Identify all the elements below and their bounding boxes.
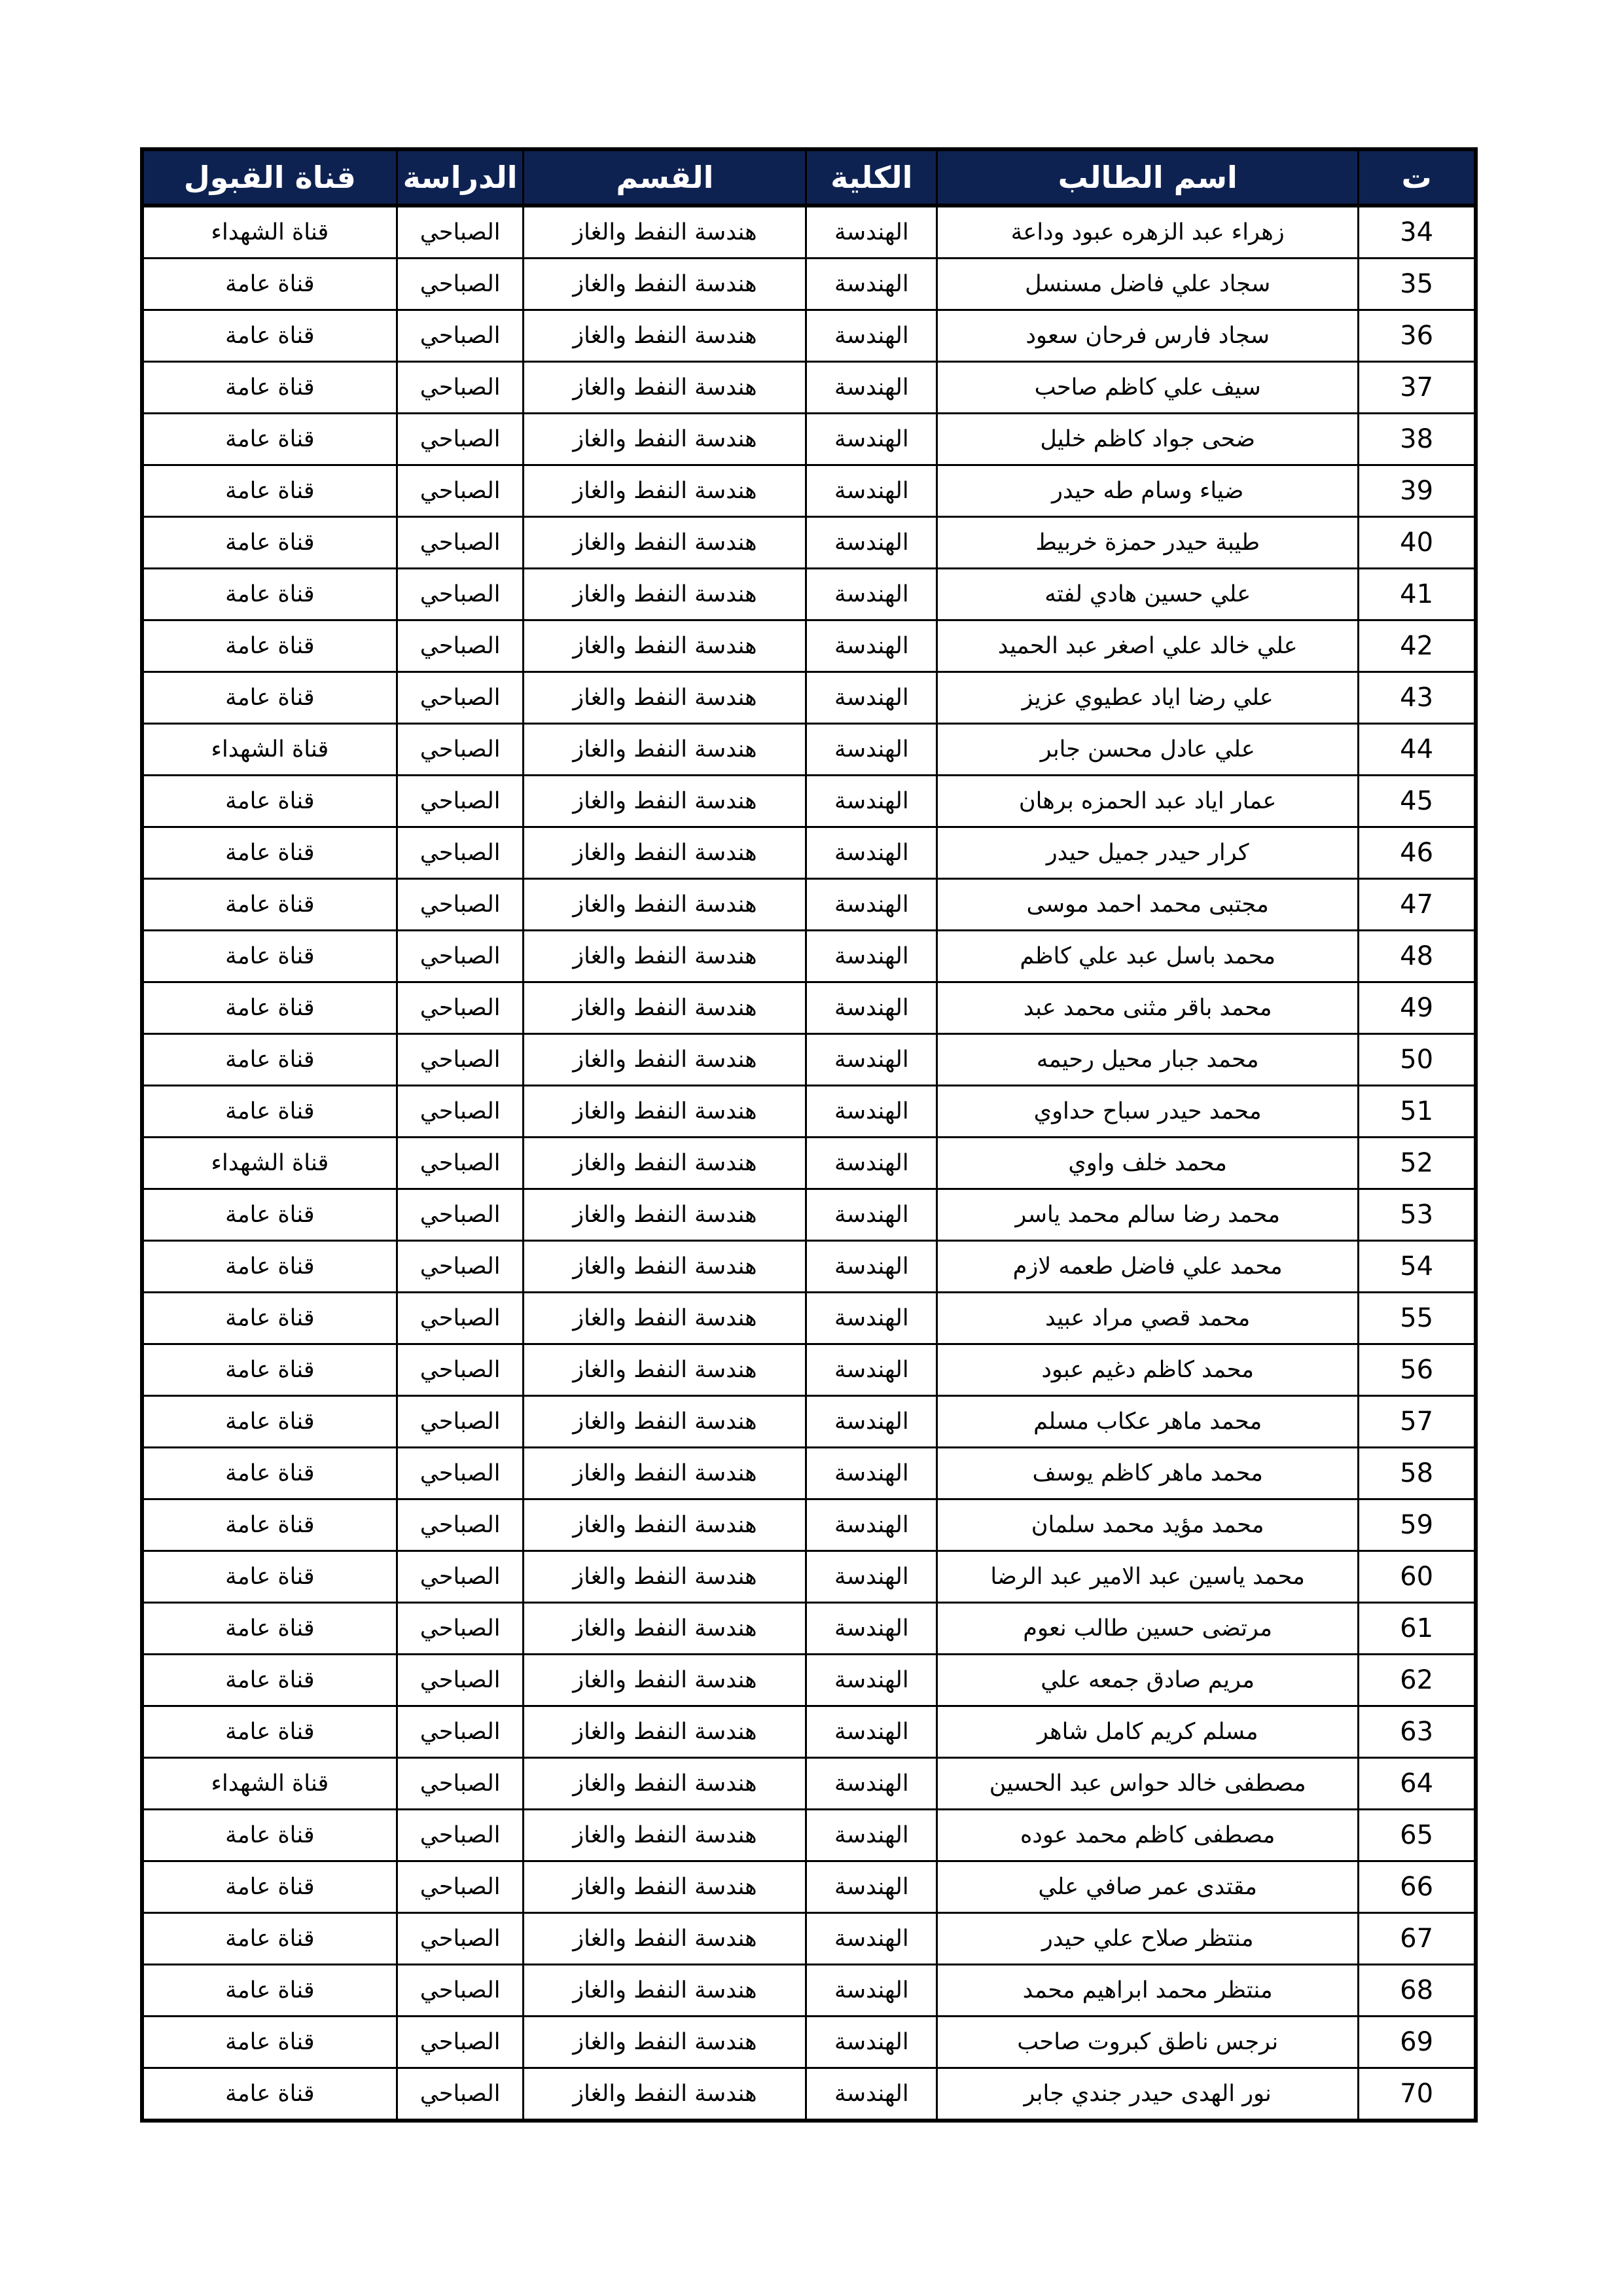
header-no: ت xyxy=(1359,149,1476,206)
table-row xyxy=(142,1138,1476,1189)
cell-channel: قناة عامة xyxy=(142,1706,397,1758)
cell-channel: قناة عامة xyxy=(142,362,397,414)
table-row xyxy=(142,2017,1476,2068)
cell-no: 50 xyxy=(1359,1034,1476,1086)
cell-channel: قناة الشهداء xyxy=(142,1138,397,1189)
cell-department: هندسة النفط والغاز xyxy=(524,2068,806,2121)
cell-name: مصطفى كاظم محمد عوده xyxy=(937,1810,1359,1861)
cell-department: هندسة النفط والغاز xyxy=(524,931,806,982)
cell-channel: قناة عامة xyxy=(142,1086,397,1138)
table-row xyxy=(142,827,1476,879)
cell-college: الهندسة xyxy=(806,1655,937,1706)
cell-college: الهندسة xyxy=(806,1913,937,1965)
cell-channel: قناة عامة xyxy=(142,414,397,465)
cell-channel: قناة عامة xyxy=(142,1499,397,1551)
cell-no: 70 xyxy=(1359,2068,1476,2121)
table-row xyxy=(142,1293,1476,1344)
table-row xyxy=(142,1965,1476,2017)
cell-study: الصباحي xyxy=(397,1241,524,1293)
cell-channel: قناة عامة xyxy=(142,879,397,931)
cell-college: الهندسة xyxy=(806,1810,937,1861)
cell-study: الصباحي xyxy=(397,1861,524,1913)
cell-no: 62 xyxy=(1359,1655,1476,1706)
cell-study: الصباحي xyxy=(397,1603,524,1655)
table-row xyxy=(142,1810,1476,1861)
cell-college: الهندسة xyxy=(806,1189,937,1241)
cell-name: مجتبى محمد احمد موسى xyxy=(937,879,1359,931)
cell-college: الهندسة xyxy=(806,259,937,310)
cell-department: هندسة النفط والغاز xyxy=(524,465,806,517)
table-row xyxy=(142,1499,1476,1551)
cell-study: الصباحي xyxy=(397,1965,524,2017)
cell-study: الصباحي xyxy=(397,2068,524,2121)
cell-no: 56 xyxy=(1359,1344,1476,1396)
cell-study: الصباحي xyxy=(397,1344,524,1396)
cell-channel: قناة عامة xyxy=(142,1655,397,1706)
header-college: الكلية xyxy=(806,149,937,206)
cell-channel: قناة عامة xyxy=(142,931,397,982)
cell-no: 52 xyxy=(1359,1138,1476,1189)
table-row xyxy=(142,1344,1476,1396)
cell-department: هندسة النفط والغاز xyxy=(524,672,806,724)
cell-study: الصباحي xyxy=(397,1655,524,1706)
cell-channel: قناة عامة xyxy=(142,1810,397,1861)
cell-study: الصباحي xyxy=(397,362,524,414)
cell-department: هندسة النفط والغاز xyxy=(524,1810,806,1861)
cell-channel: قناة الشهداء xyxy=(142,206,397,259)
cell-no: 55 xyxy=(1359,1293,1476,1344)
cell-name: زهراء عبد الزهره عبود وداعة xyxy=(937,206,1359,259)
cell-department: هندسة النفط والغاز xyxy=(524,1913,806,1965)
cell-channel: قناة عامة xyxy=(142,1965,397,2017)
cell-name: طيبة حيدر حمزة خربيط xyxy=(937,517,1359,569)
cell-channel: قناة عامة xyxy=(142,1241,397,1293)
cell-no: 40 xyxy=(1359,517,1476,569)
cell-channel: قناة عامة xyxy=(142,1448,397,1499)
cell-name: منتظر محمد ابراهيم محمد xyxy=(937,1965,1359,2017)
cell-no: 44 xyxy=(1359,724,1476,776)
header-department: القسم xyxy=(524,149,806,206)
cell-channel: قناة عامة xyxy=(142,1189,397,1241)
cell-name: محمد ماهر عكاب مسلم xyxy=(937,1396,1359,1448)
table-header xyxy=(142,149,1476,206)
table-row xyxy=(142,517,1476,569)
cell-name: محمد علي فاضل طعمه لازم xyxy=(937,1241,1359,1293)
cell-college: الهندسة xyxy=(806,982,937,1034)
cell-channel: قناة عامة xyxy=(142,1034,397,1086)
cell-name: محمد ياسين عبد الامير عبد الرضا xyxy=(937,1551,1359,1603)
cell-no: 64 xyxy=(1359,1758,1476,1810)
table-row xyxy=(142,776,1476,827)
cell-study: الصباحي xyxy=(397,1138,524,1189)
cell-department: هندسة النفط والغاز xyxy=(524,1034,806,1086)
cell-channel: قناة عامة xyxy=(142,1344,397,1396)
cell-college: الهندسة xyxy=(806,465,937,517)
cell-college: الهندسة xyxy=(806,1448,937,1499)
cell-study: الصباحي xyxy=(397,2017,524,2068)
table-row xyxy=(142,206,1476,259)
cell-department: هندسة النفط والغاز xyxy=(524,517,806,569)
cell-study: الصباحي xyxy=(397,827,524,879)
cell-college: الهندسة xyxy=(806,2068,937,2121)
table-row xyxy=(142,1396,1476,1448)
cell-college: الهندسة xyxy=(806,1861,937,1913)
cell-no: 59 xyxy=(1359,1499,1476,1551)
table-row xyxy=(142,1086,1476,1138)
cell-study: الصباحي xyxy=(397,1810,524,1861)
cell-study: الصباحي xyxy=(397,206,524,259)
cell-study: الصباحي xyxy=(397,1758,524,1810)
cell-channel: قناة عامة xyxy=(142,1551,397,1603)
cell-department: هندسة النفط والغاز xyxy=(524,879,806,931)
cell-department: هندسة النفط والغاز xyxy=(524,982,806,1034)
cell-no: 61 xyxy=(1359,1603,1476,1655)
cell-no: 38 xyxy=(1359,414,1476,465)
cell-study: الصباحي xyxy=(397,259,524,310)
cell-college: الهندسة xyxy=(806,1344,937,1396)
cell-study: الصباحي xyxy=(397,1551,524,1603)
cell-college: الهندسة xyxy=(806,1965,937,2017)
cell-department: هندسة النفط والغاز xyxy=(524,776,806,827)
cell-college: الهندسة xyxy=(806,672,937,724)
cell-no: 58 xyxy=(1359,1448,1476,1499)
cell-no: 65 xyxy=(1359,1810,1476,1861)
header-admission-channel: قناة القبول xyxy=(142,149,397,206)
cell-no: 69 xyxy=(1359,2017,1476,2068)
cell-no: 34 xyxy=(1359,206,1476,259)
cell-department: هندسة النفط والغاز xyxy=(524,1551,806,1603)
cell-study: الصباحي xyxy=(397,1086,524,1138)
cell-channel: قناة عامة xyxy=(142,776,397,827)
cell-study: الصباحي xyxy=(397,1396,524,1448)
cell-college: الهندسة xyxy=(806,776,937,827)
cell-department: هندسة النفط والغاز xyxy=(524,1861,806,1913)
cell-study: الصباحي xyxy=(397,776,524,827)
cell-college: الهندسة xyxy=(806,879,937,931)
cell-college: الهندسة xyxy=(806,620,937,672)
cell-name: مسلم كريم كامل شاهر xyxy=(937,1706,1359,1758)
cell-study: الصباحي xyxy=(397,931,524,982)
cell-channel: قناة عامة xyxy=(142,1293,397,1344)
cell-college: الهندسة xyxy=(806,517,937,569)
cell-department: هندسة النفط والغاز xyxy=(524,1241,806,1293)
cell-channel: قناة عامة xyxy=(142,827,397,879)
cell-college: الهندسة xyxy=(806,1551,937,1603)
cell-department: هندسة النفط والغاز xyxy=(524,1758,806,1810)
cell-name: محمد ماهر كاظم يوسف xyxy=(937,1448,1359,1499)
cell-name: محمد باسل عبد علي كاظم xyxy=(937,931,1359,982)
cell-no: 67 xyxy=(1359,1913,1476,1965)
cell-study: الصباحي xyxy=(397,414,524,465)
cell-no: 41 xyxy=(1359,569,1476,620)
cell-department: هندسة النفط والغاز xyxy=(524,310,806,362)
cell-department: هندسة النفط والغاز xyxy=(524,1344,806,1396)
cell-department: هندسة النفط والغاز xyxy=(524,724,806,776)
cell-college: الهندسة xyxy=(806,1396,937,1448)
table-row xyxy=(142,931,1476,982)
table-row xyxy=(142,1861,1476,1913)
cell-study: الصباحي xyxy=(397,879,524,931)
cell-department: هندسة النفط والغاز xyxy=(524,569,806,620)
cell-channel: قناة عامة xyxy=(142,1913,397,1965)
cell-college: الهندسة xyxy=(806,1241,937,1293)
cell-name: علي عادل محسن جابر xyxy=(937,724,1359,776)
cell-channel: قناة عامة xyxy=(142,1603,397,1655)
cell-channel: قناة عامة xyxy=(142,465,397,517)
cell-no: 53 xyxy=(1359,1189,1476,1241)
cell-college: الهندسة xyxy=(806,724,937,776)
table-row xyxy=(142,465,1476,517)
cell-college: الهندسة xyxy=(806,414,937,465)
table-row xyxy=(142,982,1476,1034)
cell-study: الصباحي xyxy=(397,1913,524,1965)
cell-no: 68 xyxy=(1359,1965,1476,2017)
cell-college: الهندسة xyxy=(806,1086,937,1138)
table-row xyxy=(142,1655,1476,1706)
cell-study: الصباحي xyxy=(397,569,524,620)
cell-department: هندسة النفط والغاز xyxy=(524,1189,806,1241)
cell-department: هندسة النفط والغاز xyxy=(524,414,806,465)
cell-no: 46 xyxy=(1359,827,1476,879)
cell-name: محمد مؤيد محمد سلمان xyxy=(937,1499,1359,1551)
cell-name: نور الهدى حيدر جندي جابر xyxy=(937,2068,1359,2121)
cell-college: الهندسة xyxy=(806,1706,937,1758)
cell-department: هندسة النفط والغاز xyxy=(524,1396,806,1448)
cell-department: هندسة النفط والغاز xyxy=(524,206,806,259)
cell-name: ضياء وسام طه حيدر xyxy=(937,465,1359,517)
cell-department: هندسة النفط والغاز xyxy=(524,1655,806,1706)
cell-channel: قناة الشهداء xyxy=(142,1758,397,1810)
cell-department: هندسة النفط والغاز xyxy=(524,1603,806,1655)
table-row xyxy=(142,1551,1476,1603)
students-table xyxy=(140,147,1478,2123)
cell-name: محمد جبار محيل رحيمه xyxy=(937,1034,1359,1086)
cell-name: مقتدى عمر صافي علي xyxy=(937,1861,1359,1913)
cell-name: علي رضا اياد عطيوي عزيز xyxy=(937,672,1359,724)
cell-department: هندسة النفط والغاز xyxy=(524,2017,806,2068)
cell-channel: قناة عامة xyxy=(142,1396,397,1448)
table-row xyxy=(142,1034,1476,1086)
cell-study: الصباحي xyxy=(397,982,524,1034)
table-row xyxy=(142,1706,1476,1758)
cell-no: 48 xyxy=(1359,931,1476,982)
table-row xyxy=(142,620,1476,672)
cell-name: علي حسين هادي لفته xyxy=(937,569,1359,620)
cell-study: الصباحي xyxy=(397,465,524,517)
cell-name: كرار حيدر جميل حيدر xyxy=(937,827,1359,879)
cell-name: محمد كاظم دغيم عبود xyxy=(937,1344,1359,1396)
cell-college: الهندسة xyxy=(806,569,937,620)
table-row xyxy=(142,724,1476,776)
cell-channel: قناة عامة xyxy=(142,1861,397,1913)
table-row xyxy=(142,569,1476,620)
cell-name: عمار اياد عبد الحمزه برهان xyxy=(937,776,1359,827)
cell-channel: قناة عامة xyxy=(142,517,397,569)
table-row xyxy=(142,1189,1476,1241)
cell-study: الصباحي xyxy=(397,620,524,672)
table-row xyxy=(142,2068,1476,2121)
cell-study: الصباحي xyxy=(397,672,524,724)
cell-no: 57 xyxy=(1359,1396,1476,1448)
cell-name: نرجس ناطق كبروت صاحب xyxy=(937,2017,1359,2068)
cell-college: الهندسة xyxy=(806,1499,937,1551)
cell-no: 60 xyxy=(1359,1551,1476,1603)
cell-department: هندسة النفط والغاز xyxy=(524,1706,806,1758)
cell-study: الصباحي xyxy=(397,1706,524,1758)
cell-department: هندسة النفط والغاز xyxy=(524,259,806,310)
cell-study: الصباحي xyxy=(397,1189,524,1241)
cell-no: 42 xyxy=(1359,620,1476,672)
cell-channel: قناة الشهداء xyxy=(142,724,397,776)
table-row xyxy=(142,1241,1476,1293)
cell-no: 54 xyxy=(1359,1241,1476,1293)
cell-no: 39 xyxy=(1359,465,1476,517)
cell-name: سجاد فارس فرحان سعود xyxy=(937,310,1359,362)
cell-channel: قناة عامة xyxy=(142,2068,397,2121)
table-row xyxy=(142,1603,1476,1655)
cell-name: علي خالد علي اصغر عبد الحميد xyxy=(937,620,1359,672)
cell-name: منتظر صلاح علي حيدر xyxy=(937,1913,1359,1965)
cell-department: هندسة النفط والغاز xyxy=(524,1086,806,1138)
header-row xyxy=(142,149,1476,206)
table-row xyxy=(142,672,1476,724)
table-row xyxy=(142,362,1476,414)
header-study: الدراسة xyxy=(397,149,524,206)
cell-channel: قناة عامة xyxy=(142,259,397,310)
cell-college: الهندسة xyxy=(806,2017,937,2068)
cell-department: هندسة النفط والغاز xyxy=(524,827,806,879)
table-row xyxy=(142,879,1476,931)
cell-college: الهندسة xyxy=(806,310,937,362)
cell-channel: قناة عامة xyxy=(142,672,397,724)
cell-study: الصباحي xyxy=(397,310,524,362)
table-row xyxy=(142,1448,1476,1499)
table-row xyxy=(142,414,1476,465)
cell-no: 63 xyxy=(1359,1706,1476,1758)
cell-department: هندسة النفط والغاز xyxy=(524,362,806,414)
cell-study: الصباحي xyxy=(397,1448,524,1499)
cell-name: محمد حيدر سباح حداوي xyxy=(937,1086,1359,1138)
cell-department: هندسة النفط والغاز xyxy=(524,1965,806,2017)
cell-study: الصباحي xyxy=(397,517,524,569)
cell-college: الهندسة xyxy=(806,362,937,414)
cell-no: 45 xyxy=(1359,776,1476,827)
cell-study: الصباحي xyxy=(397,724,524,776)
cell-channel: قناة عامة xyxy=(142,620,397,672)
cell-department: هندسة النفط والغاز xyxy=(524,620,806,672)
cell-no: 35 xyxy=(1359,259,1476,310)
cell-study: الصباحي xyxy=(397,1293,524,1344)
cell-name: محمد باقر مثنى محمد عبد xyxy=(937,982,1359,1034)
cell-channel: قناة عامة xyxy=(142,982,397,1034)
cell-name: مصطفى خالد حواس عبد الحسين xyxy=(937,1758,1359,1810)
cell-name: محمد رضا سالم محمد ياسر xyxy=(937,1189,1359,1241)
cell-college: الهندسة xyxy=(806,931,937,982)
cell-department: هندسة النفط والغاز xyxy=(524,1448,806,1499)
cell-department: هندسة النفط والغاز xyxy=(524,1138,806,1189)
cell-study: الصباحي xyxy=(397,1499,524,1551)
table-row xyxy=(142,259,1476,310)
cell-department: هندسة النفط والغاز xyxy=(524,1499,806,1551)
cell-no: 66 xyxy=(1359,1861,1476,1913)
table-sheet xyxy=(140,147,1478,2123)
cell-college: الهندسة xyxy=(806,206,937,259)
cell-no: 51 xyxy=(1359,1086,1476,1138)
cell-no: 36 xyxy=(1359,310,1476,362)
cell-name: مريم صادق جمعه علي xyxy=(937,1655,1359,1706)
table-row xyxy=(142,1913,1476,1965)
cell-no: 43 xyxy=(1359,672,1476,724)
cell-college: الهندسة xyxy=(806,1603,937,1655)
cell-name: مرتضى حسين طالب نعوم xyxy=(937,1603,1359,1655)
cell-no: 47 xyxy=(1359,879,1476,931)
cell-college: الهندسة xyxy=(806,1138,937,1189)
cell-name: محمد قصي مراد عبيد xyxy=(937,1293,1359,1344)
cell-college: الهندسة xyxy=(806,1293,937,1344)
cell-study: الصباحي xyxy=(397,1034,524,1086)
cell-name: سيف علي كاظم صاحب xyxy=(937,362,1359,414)
table-row xyxy=(142,1758,1476,1810)
cell-channel: قناة عامة xyxy=(142,310,397,362)
cell-college: الهندسة xyxy=(806,1758,937,1810)
cell-department: هندسة النفط والغاز xyxy=(524,1293,806,1344)
table-row xyxy=(142,310,1476,362)
cell-college: الهندسة xyxy=(806,1034,937,1086)
cell-no: 37 xyxy=(1359,362,1476,414)
cell-college: الهندسة xyxy=(806,827,937,879)
cell-no: 49 xyxy=(1359,982,1476,1034)
cell-channel: قناة عامة xyxy=(142,2017,397,2068)
table-body xyxy=(142,206,1476,2121)
header-student-name: اسم الطالب xyxy=(937,149,1359,206)
cell-channel: قناة عامة xyxy=(142,569,397,620)
cell-name: محمد خلف واوي xyxy=(937,1138,1359,1189)
cell-name: سجاد علي فاضل مسنسل xyxy=(937,259,1359,310)
cell-name: ضحى جواد كاظم خليل xyxy=(937,414,1359,465)
